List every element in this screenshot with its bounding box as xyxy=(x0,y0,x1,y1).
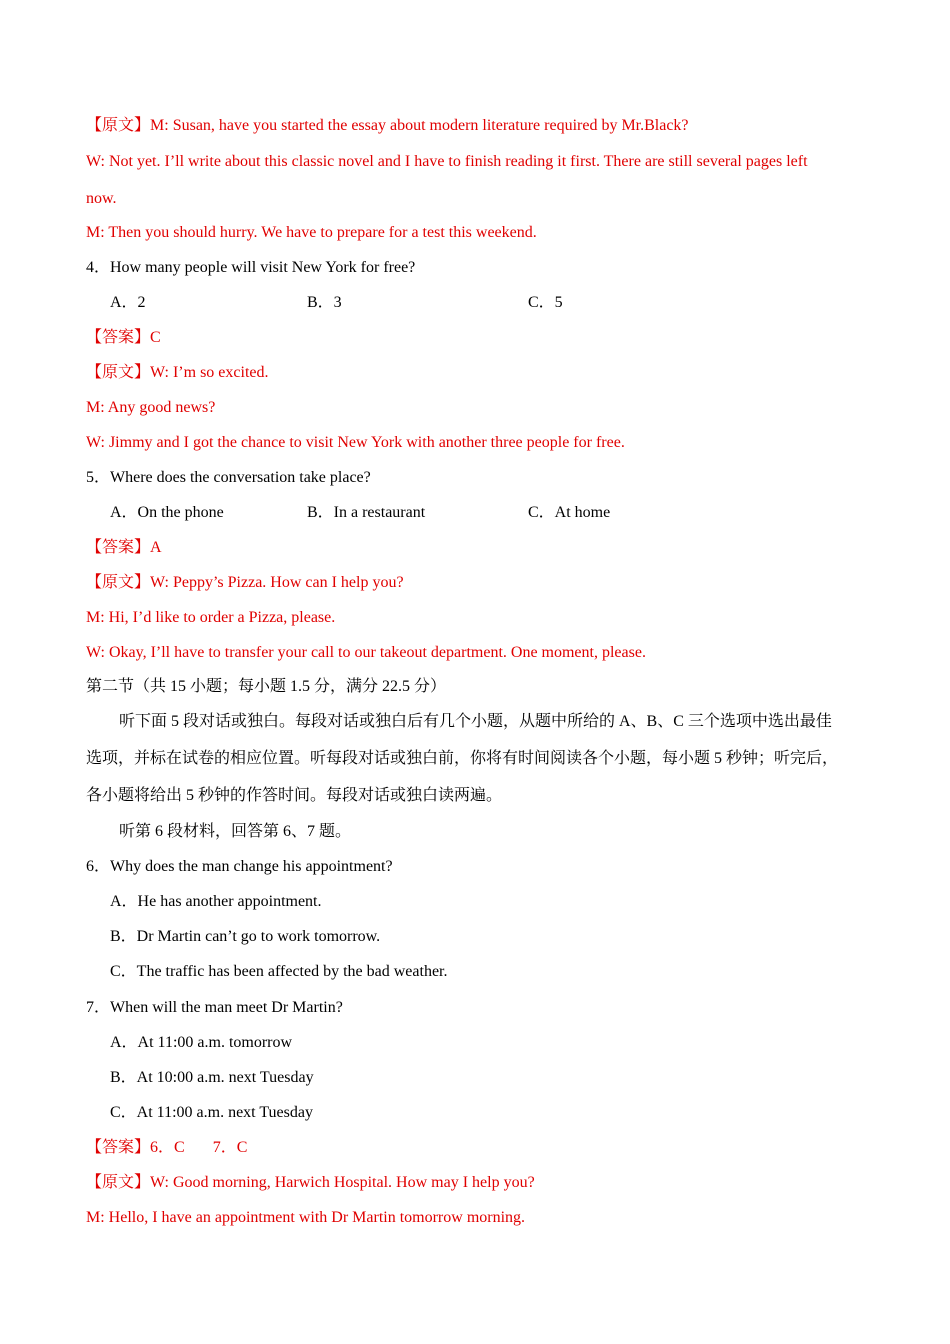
transcript-label: 【原文】 xyxy=(86,1174,151,1191)
option-c: C．5 xyxy=(528,294,563,311)
question-5-options xyxy=(0,503,950,523)
transcript-line: now. xyxy=(86,190,117,207)
option-b: B．Dr Martin can’t go to work tomorrow. xyxy=(110,928,381,945)
transcript-label: 【原文】 xyxy=(86,364,151,381)
option-b: B．In a restaurant xyxy=(307,504,426,521)
answer-value: A xyxy=(150,539,162,556)
answer-label: 【答案】 xyxy=(86,539,151,556)
question-7: 7．When will the man meet Dr Martin? xyxy=(86,999,343,1016)
answer-value: C xyxy=(150,329,161,346)
option-c: C．At 11:00 a.m. next Tuesday xyxy=(110,1104,313,1121)
instructions-line: 各小题将给出 5 秒钟的作答时间。每段对话或独白读两遍。 xyxy=(86,787,503,804)
transcript-line: 【原文】M: Susan, have you started the essay about modern literature required by Mr.Black? xyxy=(86,117,689,134)
transcript-line: 【原文】W: Good morning, Harwich Hospital. How may I help you? xyxy=(86,1174,535,1191)
option-a: A．2 xyxy=(110,294,146,311)
option-c: C．The traffic has been affected by the bad weather. xyxy=(110,963,448,980)
answer-line xyxy=(86,538,162,558)
transcript-line: W: Okay, I’ll have to transfer your call to our takeout department. One moment, please. xyxy=(86,644,646,661)
transcript-line: M: Then you should hurry. We have to prepare for a test this weekend. xyxy=(86,224,537,241)
answer-label: 【答案】 xyxy=(86,1139,151,1156)
transcript-line: 【原文】W: I’m so excited. xyxy=(86,364,269,381)
answer-6: 6．C xyxy=(150,1139,185,1156)
transcript-label: 【原文】 xyxy=(86,117,151,134)
transcript-line: W: Jimmy and I got the chance to visit New York with another three people for free. xyxy=(86,434,625,451)
question-6: 6．Why does the man change his appointment? xyxy=(86,858,393,875)
option-c: C．At home xyxy=(528,504,611,521)
transcript-line: M: Any good news? xyxy=(86,399,216,416)
transcript-line: 【原文】W: Peppy’s Pizza. How can I help you? xyxy=(86,574,404,591)
transcript-line: M: Hi, I’d like to order a Pizza, please. xyxy=(86,609,336,626)
transcript-line: M: Hello, I have an appointment with Dr Martin tomorrow morning. xyxy=(86,1209,526,1226)
option-a: A．On the phone xyxy=(110,504,224,521)
question-4-options xyxy=(0,293,950,313)
transcript-line: W: Not yet. I’ll write about this classic novel and I have to finish reading it first. There are still several pages left xyxy=(86,153,808,170)
answer-label: 【答案】 xyxy=(86,329,151,346)
section-heading: 第二节（共 15 小题；每小题 1.5 分，满分 22.5 分） xyxy=(86,678,447,695)
answer-7: 7．C xyxy=(212,1139,248,1156)
answer-line xyxy=(86,328,161,348)
option-b: B．At 10:00 a.m. next Tuesday xyxy=(110,1069,314,1086)
answer-line xyxy=(86,1138,247,1158)
instructions-line: 选项，并标在试卷的相应位置。听每段对话或独白前，你将有时间阅读各个小题，每小题 5 秒钟；听完后， xyxy=(86,750,839,767)
option-a: A．At 11:00 a.m. tomorrow xyxy=(110,1034,293,1051)
instructions-line: 听下面 5 段对话或独白。每段对话或独白后有几个小题，从题中所给的 A、B、C 三个选项中选出最佳 xyxy=(119,713,832,730)
option-b: B．3 xyxy=(307,294,342,311)
question-5: 5．Where does the conversation take place? xyxy=(86,469,371,486)
option-a: A．He has another appointment. xyxy=(110,893,322,910)
material-note: 听第 6 段材料，回答第 6、7 题。 xyxy=(119,823,352,840)
question-4: 4．How many people will visit New York for free? xyxy=(86,259,416,276)
transcript-label: 【原文】 xyxy=(86,574,151,591)
